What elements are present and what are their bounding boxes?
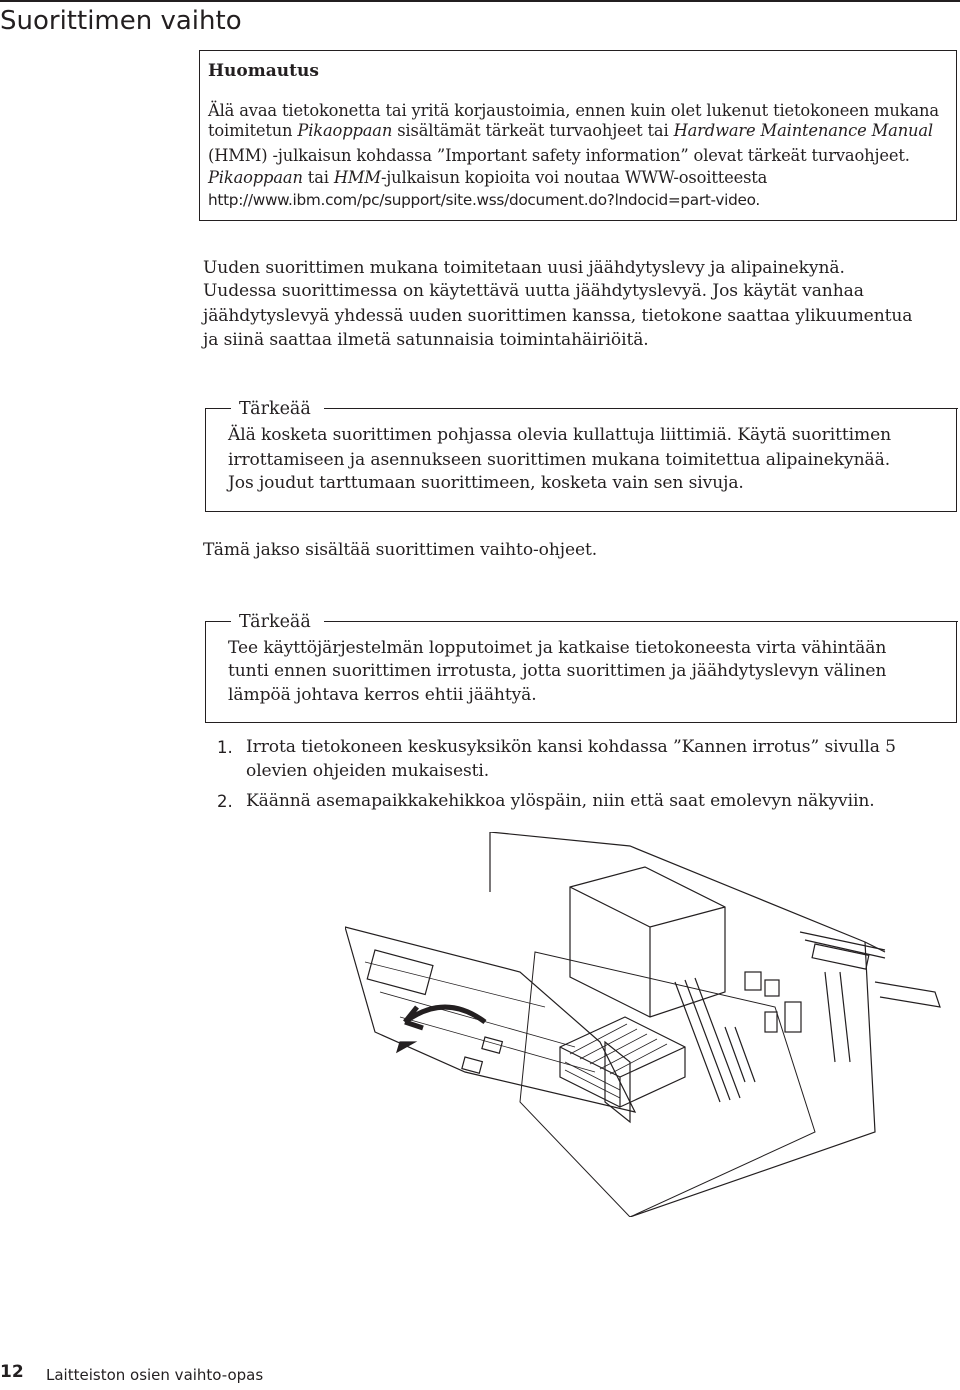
intro-line: jäähdytyslevyä yhdessä uuden suorittimen kanssa, tietokone saattaa ylikuumentua (203, 306, 913, 326)
important-line: irrottamiseen ja asennukseen suorittimen mukana toimitettua alipainekynää. (228, 450, 891, 470)
note-line: Älä avaa tietokonetta tai yritä korjaustoimia, ennen kuin olet lukenut tietokoneen mukana (208, 101, 939, 120)
note-box (199, 50, 957, 221)
important-title: Tärkeää (239, 399, 311, 419)
book-title: Laitteiston osien vaihto-opas (46, 1366, 264, 1384)
page-number: 12 (0, 1362, 24, 1382)
important-line: lämpöä johtava kerros ehtii jäähtyä. (228, 685, 537, 705)
note-text-italic: Pikaoppaan (297, 121, 393, 140)
note-text-italic: Pikaoppaan (208, 168, 303, 187)
important-line: Jos joudut tarttumaan suorittimeen, kosketa vain sen sivuja. (228, 473, 744, 493)
step-text: Käännä asemapaikkakehikkoa ylöspäin, niin että saat emolevyn näkyviin. (246, 791, 875, 811)
top-rule (0, 0, 960, 2)
intro-line: Uuden suorittimen mukana toimitetaan uusi jäähdytyslevy ja alipainekynä. (203, 258, 845, 278)
note-line: (HMM) -julkaisun kohdassa ”Important safety information” olevat tärkeät turvaohjeet. (208, 146, 910, 165)
note-text: toimitetun (208, 121, 298, 140)
important-box (205, 399, 957, 512)
box-rule (324, 621, 958, 622)
note-text-italic: Hardware Maintenance Manual (673, 121, 933, 140)
important-line: Älä kosketa suorittimen pohjassa olevia kullattuja liittimiä. Käytä suorittimen (228, 425, 892, 445)
page-title: Suorittimen vaihto (0, 6, 242, 36)
box-rule (205, 621, 231, 622)
note-title: Huomautus (208, 61, 319, 81)
note-text: tai (302, 168, 334, 187)
step-number: 1. (217, 738, 233, 757)
important-title: Tärkeää (239, 612, 311, 632)
box-rule (324, 408, 958, 409)
important-line: tunti ennen suorittimen irrotusta, jotta suorittimen ja jäähdytyslevyn välinen (228, 661, 887, 681)
important-box (205, 612, 957, 723)
step-number: 2. (217, 792, 233, 811)
step-text: Irrota tietokoneen keskusyksikön kansi kohdassa ”Kannen irrotus” sivulla 5 (246, 737, 896, 757)
note-text: sisältämät tärkeät turvaohjeet tai (392, 121, 674, 140)
note-text: -julkaisun kopioita voi noutaa WWW-osoitteesta (380, 168, 768, 187)
support-url[interactable]: http://www.ibm.com/pc/support/site.wss/document.do?lndocid=part-video. (208, 191, 760, 209)
chassis-illustration (345, 832, 945, 1217)
step-text: olevien ohjeiden mukaisesti. (246, 761, 490, 781)
important-line: Tee käyttöjärjestelmän lopputoimet ja katkaise tietokoneesta virta vähintään (228, 638, 887, 658)
intro-line: ja siinä saattaa ilmetä satunnaisia toimintahäiriöitä. (203, 330, 649, 350)
note-line (208, 168, 767, 188)
note-line (208, 121, 933, 141)
intro-line: Uudessa suorittimessa on käytettävä uutta jäähdytyslevyä. Jos käytät vanhaa (203, 281, 864, 301)
section-intro: Tämä jakso sisältää suorittimen vaihto-ohjeet. (203, 540, 598, 560)
note-text-italic: HMM (333, 168, 381, 187)
box-rule (205, 408, 231, 409)
